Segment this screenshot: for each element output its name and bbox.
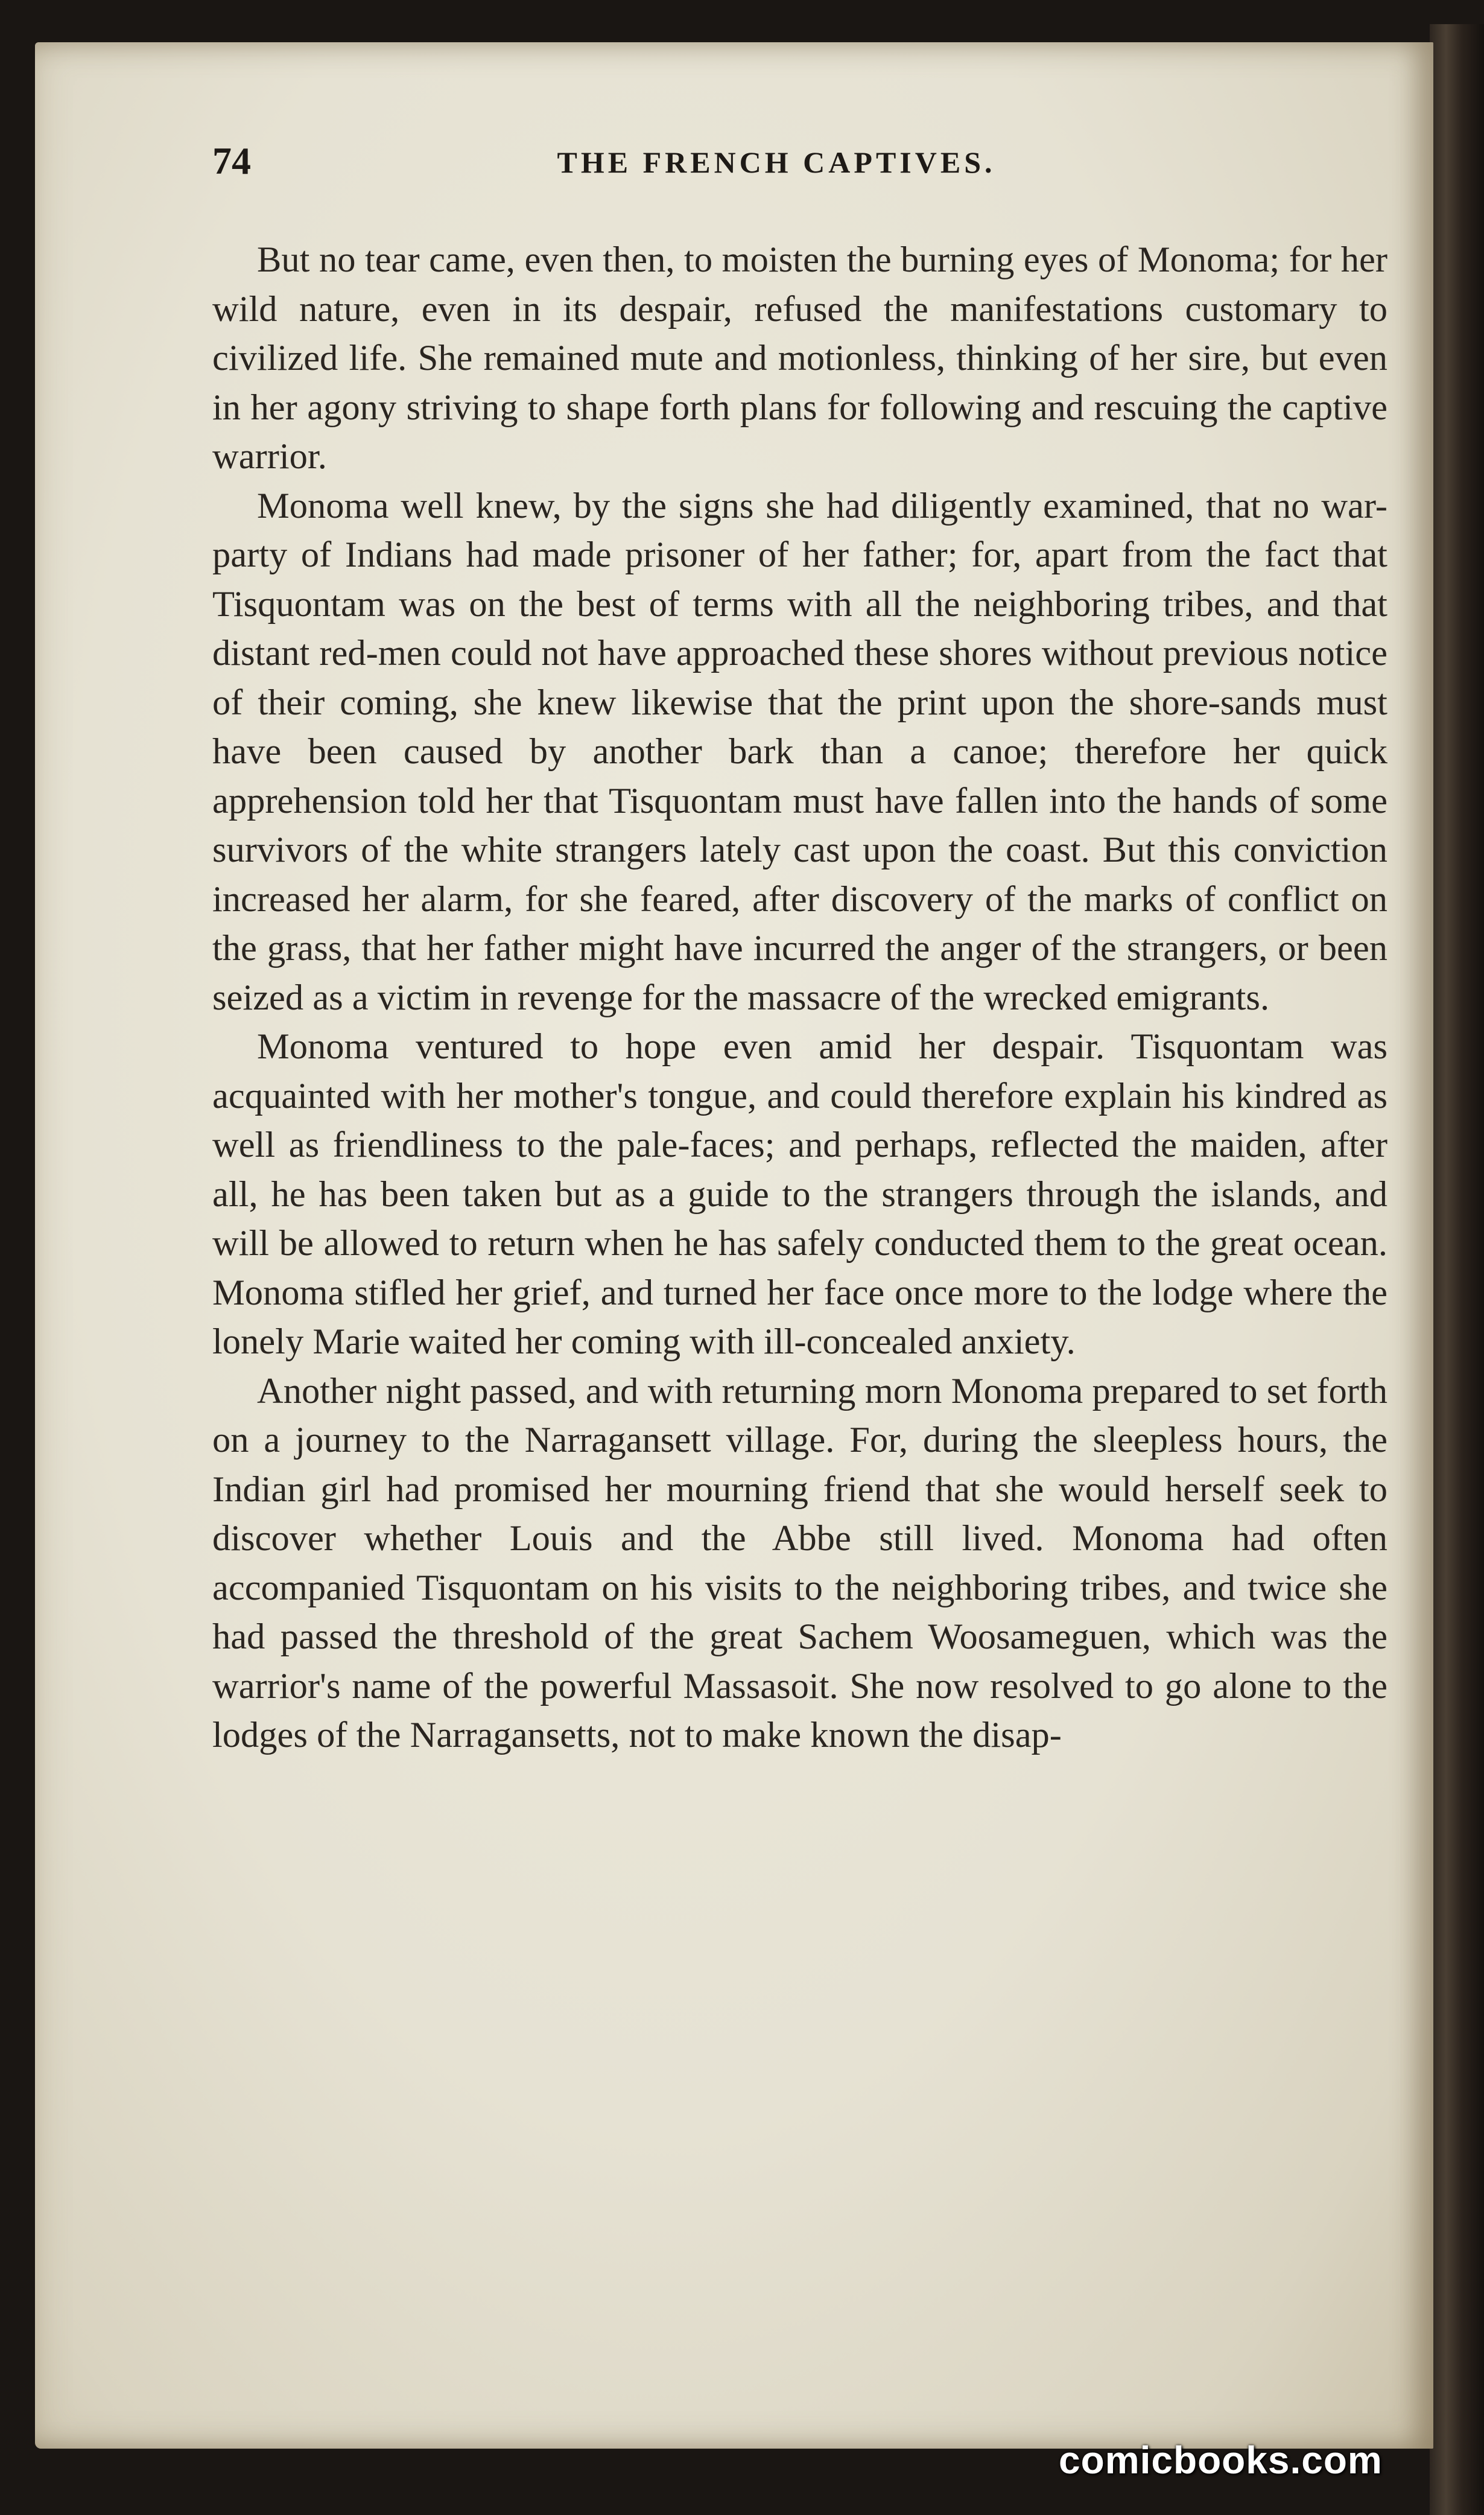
facing-page-edge [1430, 24, 1484, 2515]
body-text [212, 235, 1387, 1760]
paragraph-1: But no tear came, even then, to moisten the burning eyes of Monoma; for her wild nature, even in its despair, refused the manifestations customary to civilized life. She remained mute and motionless, thinking of her sire, but even in her agony striving to shape forth plans for following and rescuing the captive warrior. [212, 240, 1387, 477]
paragraph-2: Monoma well knew, by the signs she had diligently examined, that no war-party of Indians had made prisoner of her father; for, apart from the fact that Tisquontam was on the best of terms with all the neighboring tribes, and that distant red-men could not have approached these shores without previous notice of their coming, she knew likewise that the print upon the shore-sands must have been caused by another bark than a canoe; therefore her quick apprehension told her that Tisquontam must have fallen into the hands of some survivors of the white strangers lately cast upon the coast. But this conviction increased her alarm, for she feared, after discovery of the marks of conflict on the grass, that her father might have incurred the anger of the strangers, or been seized as a victim in revenge for the massacre of the wrecked emigrants. [212, 485, 1387, 1018]
page-header [212, 139, 1340, 193]
running-head: THE FRENCH CAPTIVES. [557, 145, 996, 179]
site-watermark: comicbooks.com [1059, 2438, 1383, 2482]
paragraph-4: Another night passed, and with returning morn Monoma prepared to set forth on a journey to the Narragansett village. For, during the sleepless hours, the Indian girl had promised her mourning friend that she would herself seek to discover whether Louis and the Abbe still lived. Monoma had often accompanied Tisquontam on his visits to the neighboring tribes, and twice she had passed the threshold of the great Sachem Woosameguen, which was the warrior's name of the powerful Massasoit. She now resolved to go alone to the lodges of the Narragansetts, not to make known the disap- [212, 1370, 1387, 1755]
page-number: 74 [212, 139, 251, 182]
paragraph-3: Monoma ventured to hope even amid her despair. Tisquontam was acquainted with her mother's tongue, and could therefore explain his kindred as well as friendliness to the pale-faces; and perhaps, reflected the maiden, after all, he has been taken but as a guide to the strangers through the islands, and will be allowed to return when he has safely conducted them to the great ocean. Monoma stifled her grief, and turned her face once more to the lodge where the lonely Marie waited her coming with ill-concealed anxiety. [212, 1026, 1387, 1362]
